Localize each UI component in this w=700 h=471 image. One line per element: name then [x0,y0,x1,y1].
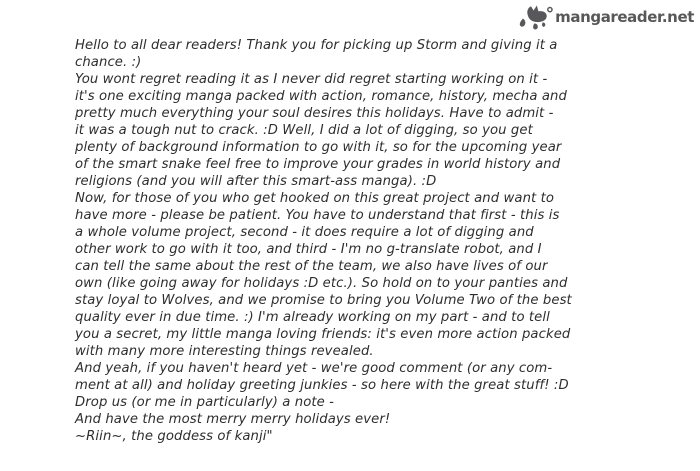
text-line: it was a tough nut to crack. :D Well, I did a lot of digging, so you get [75,123,533,138]
text-line: And yeah, if you haven't heard yet - we're good comment (or any com- [75,361,553,376]
text-line: it's one exciting manga packed with action, romance, history, mecha and [75,89,567,104]
text-line: Drop us (or me in particularly) a note - [75,395,335,410]
text-line: Hello to all dear readers! Thank you for picking up Storm and giving it a [75,38,558,53]
text-line: Now, for those of you who get hooked on this great project and want to [75,191,555,206]
text-line: plenty of background information to go with it, so for the upcoming year [75,140,562,155]
text-line: chance. :) [75,55,142,70]
mangareader-creature-icon [518,3,554,31]
text-line: You wont regret reading it as I never did regret starting working on it - [75,72,548,87]
manga-page-image[interactable] [75,37,647,452]
text-line: you a secret, my little manga loving friends: it's even more action packed [75,327,571,342]
text-line: have more - please be patient. You have to understand that first - this is [75,208,560,223]
text-line: pretty much everything your soul desires this holidays. Have to admit - [75,106,554,121]
text-line: stay loyal to Wolves, and we promise to bring you Volume Two of the best [75,293,572,308]
text-line: own (like going away for holidays :D etc.). So hold on to your panties and [75,276,568,291]
text-line: ~Riin~, the goddess of kanji" [75,429,273,444]
text-line: other work to go with it too, and third - I'm no g-translate robot, and I [75,242,542,257]
site-logo[interactable] [518,3,694,31]
text-line: with many more interesting things revealed. [75,344,374,359]
text-line: ment at all) and holiday greeting junkies - so here with the great stuff! :D [75,378,569,393]
text-line: And have the most merry merry holidays ever! [75,412,391,427]
text-line: a whole volume project, second - it does require a lot of digging and [75,225,534,240]
translator-note-text [75,37,647,445]
text-line: religions (and you will after this smart-ass manga). :D [75,174,437,189]
text-line: can tell the same about the rest of the team, we also have lives of our [75,259,548,274]
site-logo-text: mangareader.net [555,8,694,26]
text-line: quality ever in due time. :) I'm already working on my part - and to tell [75,310,550,325]
text-line: of the smart snake feel free to improve your grades in world history and [75,157,561,172]
